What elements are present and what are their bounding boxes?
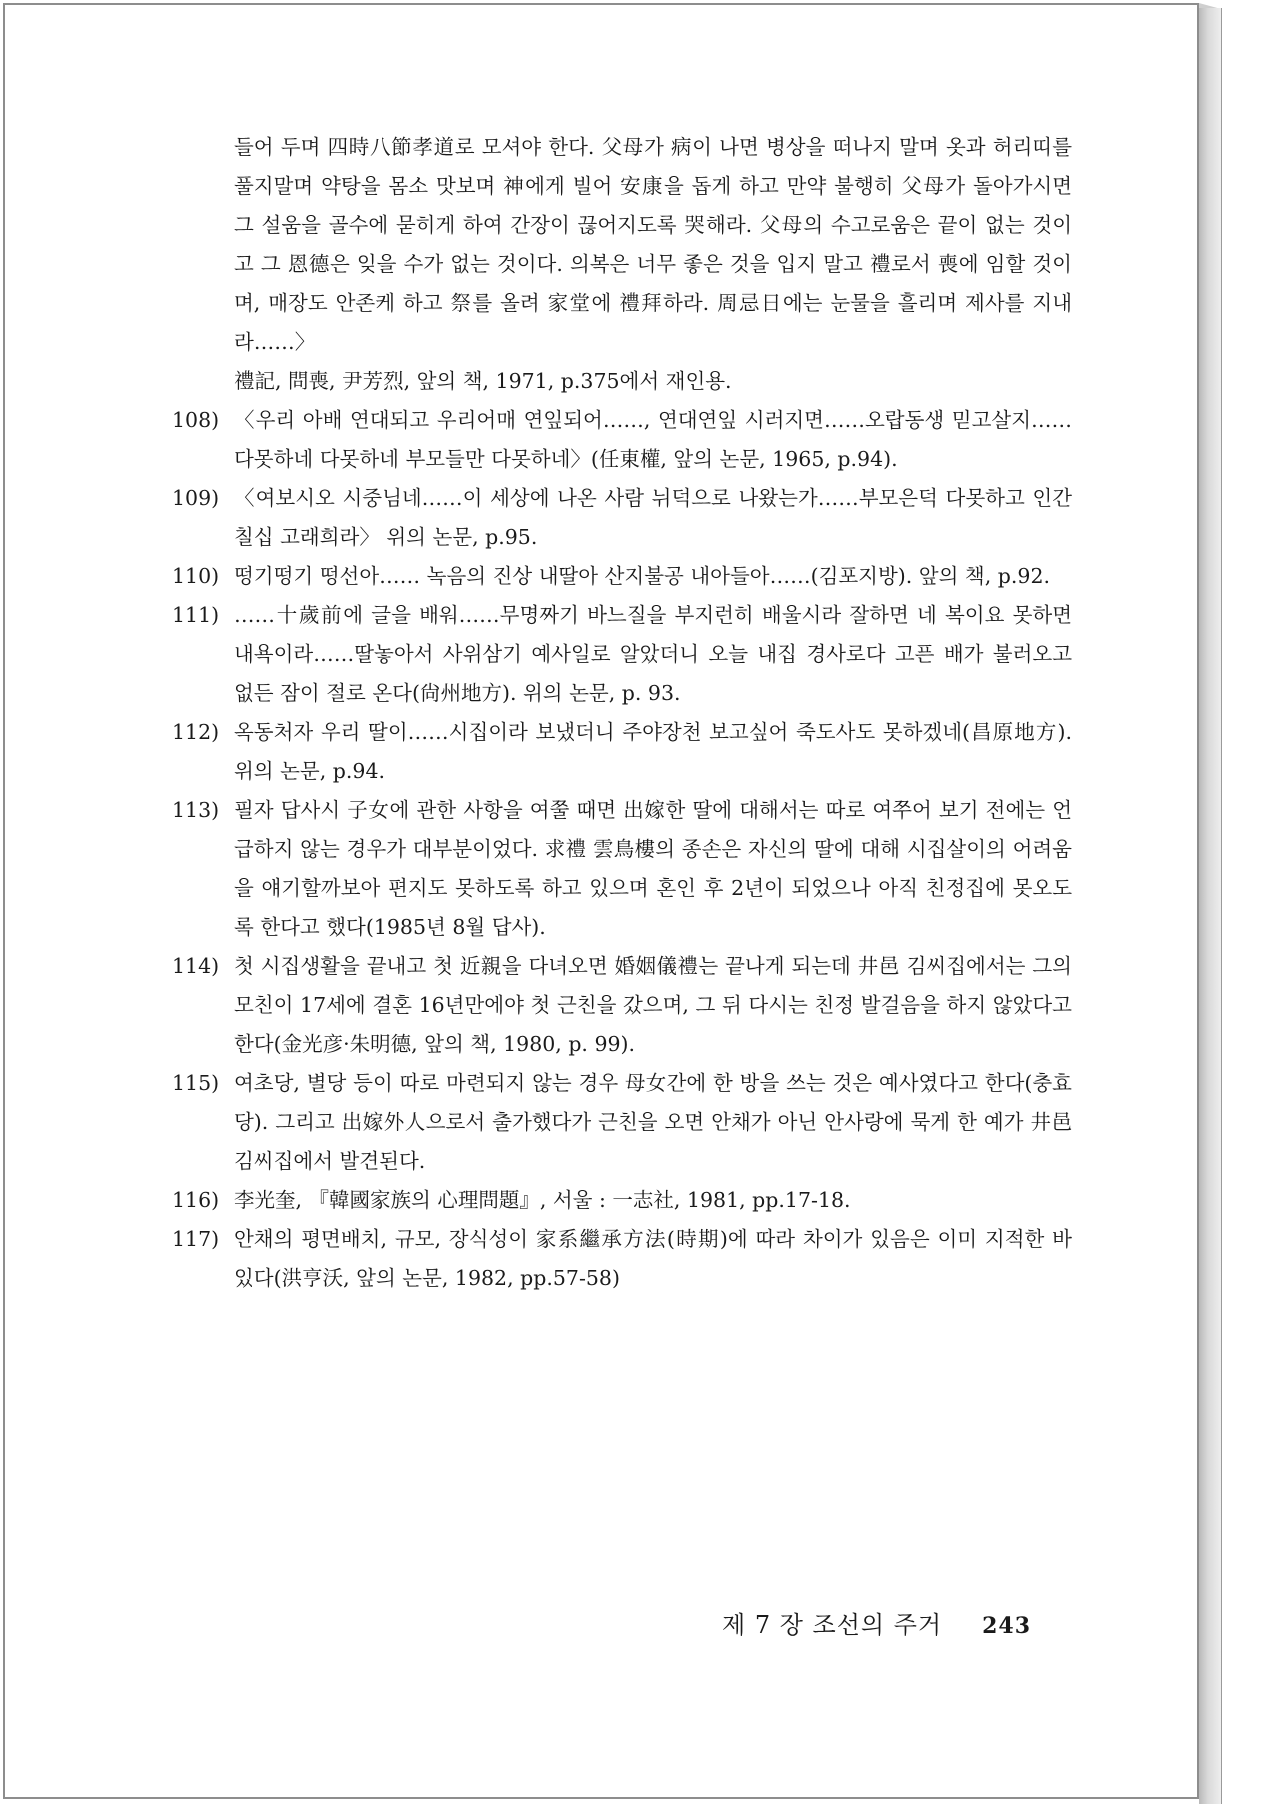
page-content [172, 128, 1072, 1298]
footnote-116 [172, 1181, 1072, 1220]
footnote-number: 108) [172, 408, 220, 432]
footnote-number: 115) [172, 1071, 220, 1095]
footnote-text: 떵기떵기 떵선아…… 녹음의 진상 내딸아 산지불공 내아들아……(김포지방). 앞의 책, p.92. [234, 564, 1051, 588]
page-edge-shadow [1199, 8, 1222, 1804]
footnote-number: 116) [172, 1188, 220, 1212]
footnote-115 [172, 1064, 1072, 1181]
footnote-text: ……十歲前에 글을 배워……무명짜기 바느질을 부지런히 배울시라 잘하면 네 복이요 못하면 내욕이라……딸놓아서 사위삼기 예사일로 알았더니 오늘 내집 경사로다 고픈 배가 불러오고 없든 잠이 절로 온다(尙州地方). 위의 논문, p. 93. [234, 603, 1072, 705]
footnote-number: 110) [172, 564, 220, 588]
footnote-text: 첫 시집생활을 끝내고 첫 近親을 다녀오면 婚姻儀禮는 끝나게 되는데 井邑 김씨집에서는 그의 모친이 17세에 결혼 16년만에야 첫 근친을 갔으며, 그 뒤 다시는 친정 발걸음을 하지 않았다고 한다(金光彦·朱明德, 앞의 책, 1980, p. 99). [234, 954, 1072, 1056]
footnote-text: 필자 답사시 子女에 관한 사항을 여쭐 때면 出嫁한 딸에 대해서는 따로 여쭈어 보기 전에는 언급하지 않는 경우가 대부분이었다. 求禮 雲鳥樓의 종손은 자신의 딸에 대해 시집살이의 어려움을 얘기할까보아 편지도 못하도록 하고 있으며 혼인 후 2년이 되었으나 아직 친정집에 못오도록 한다고 했다(1985년 8월 답사). [234, 798, 1072, 939]
page-number: 243 [982, 1613, 1032, 1639]
footnote-text: 〈여보시오 시중님네……이 세상에 나온 사람 뉘덕으로 나왔는가……부모은덕 다못하고 인간칠십 고래희라〉 위의 논문, p.95. [234, 486, 1072, 549]
footnote-number: 111) [172, 603, 220, 627]
footnote-text: 〈우리 아배 연대되고 우리어매 연잎되어……, 연대연잎 시러지면……오랍동생 믿고살지……다못하네 다못하네 부모들만 다못하네〉(任東權, 앞의 논문, 1965, p.94). [234, 408, 1072, 471]
footnote-112 [172, 713, 1072, 791]
footnote-number: 109) [172, 486, 220, 510]
footnote-number: 114) [172, 954, 220, 978]
footnote-text: 안채의 평면배치, 규모, 장식성이 家系繼承方法(時期)에 따라 차이가 있음은 이미 지적한 바 있다(洪亨沃, 앞의 논문, 1982, pp.57-58) [234, 1227, 1072, 1290]
footnote-108 [172, 401, 1072, 479]
footnote-111 [172, 596, 1072, 713]
quoted-passage-source: 禮記, 問喪, 尹芳烈, 앞의 책, 1971, p.375에서 재인용. [234, 369, 732, 393]
footnote-117 [172, 1220, 1072, 1298]
quoted-passage-text: 들어 두며 四時八節孝道로 모셔야 한다. 父母가 病이 나면 병상을 떠나지 말며 옷과 허리띠를 풀지말며 약탕을 몸소 맛보며 神에게 빌어 安康을 돕게 하고 만약 불행히 父母가 돌아가시면 그 설움을 골수에 묻히게 하여 간장이 끊어지도록 哭해라. 父母의 수고로움은 끝이 없는 것이고 그 恩德은 잊을 수가 없는 것이다. 의복은 너무 좋은 것을 입지 말고 禮로서 喪에 임할 것이며, 매장도 안존케 하고 祭를 올려 家堂에 禮拜하라. 周忌日에는 눈물을 흘리며 제사를 지내라……〉 [234, 135, 1072, 354]
footnote-text: 李光奎, 『韓國家族의 心理問題』, 서울 : 一志社, 1981, pp.17-18. [234, 1188, 851, 1212]
footnote-text: 여초당, 별당 등이 따로 마련되지 않는 경우 母女간에 한 방을 쓰는 것은 예사였다고 한다(충효당). 그리고 出嫁外人으로서 출가했다가 근친을 오면 안채가 아닌 안사랑에 묵게 한 예가 井邑 김씨집에서 발견된다. [234, 1071, 1072, 1173]
footnote-number: 113) [172, 798, 220, 822]
footnote-114 [172, 947, 1072, 1064]
footnote-number: 117) [172, 1227, 220, 1251]
page-footer [722, 1605, 1031, 1640]
footnote-text: 옥동처자 우리 딸이……시집이라 보냈더니 주야장천 보고싶어 죽도사도 못하겠네(昌原地方). 위의 논문, p.94. [234, 720, 1072, 783]
footnote-number: 112) [172, 720, 220, 744]
footnote-113 [172, 791, 1072, 947]
footnote-109 [172, 479, 1072, 557]
chapter-title: 제 7 장 조선의 주거 [722, 1611, 943, 1639]
quoted-passage [172, 128, 1072, 362]
footnote-110 [172, 557, 1072, 596]
